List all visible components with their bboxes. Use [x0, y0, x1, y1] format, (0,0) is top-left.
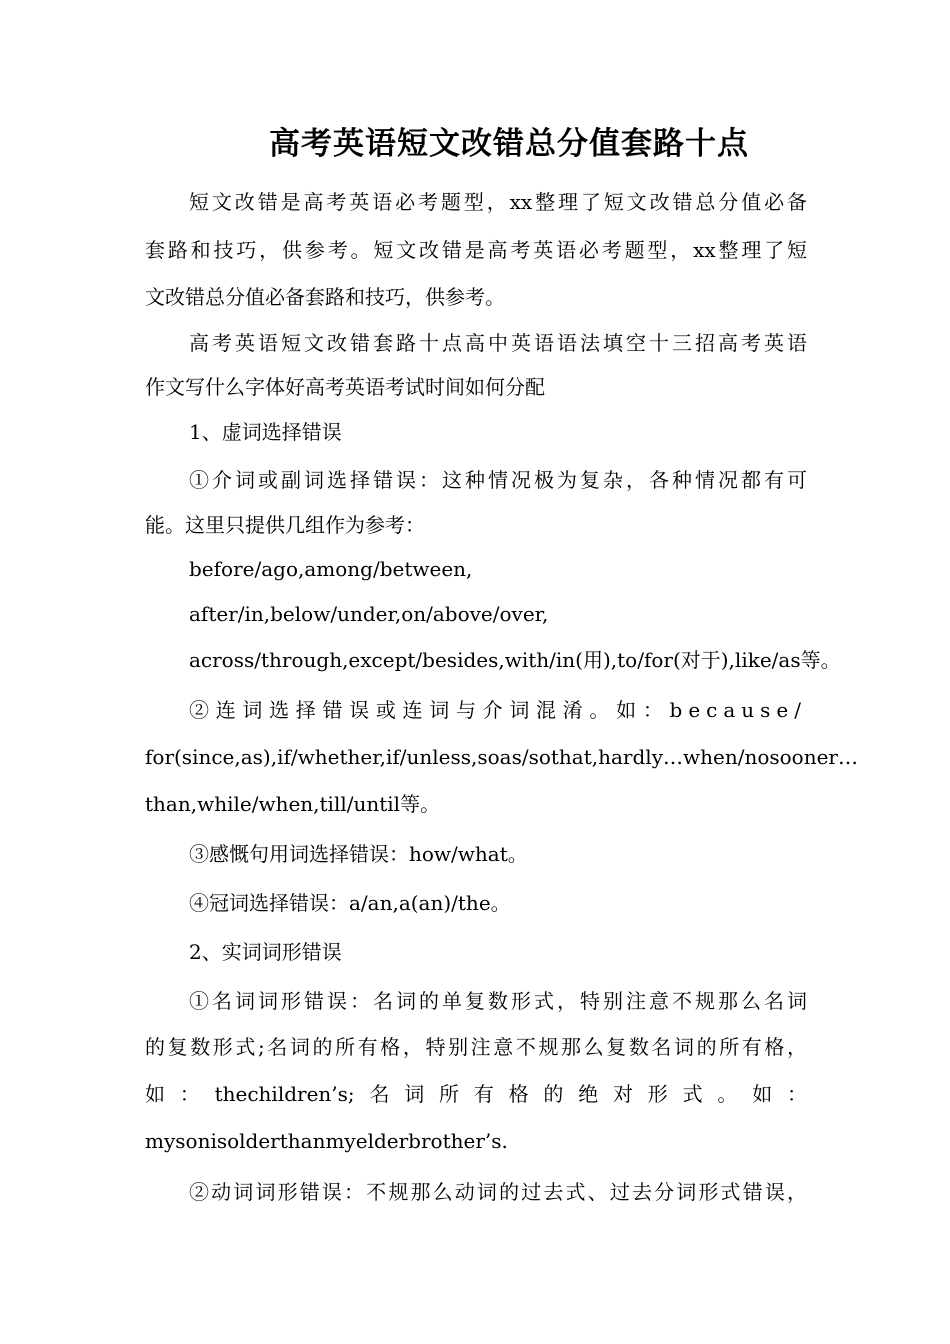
- paragraph-line: than,while/when,till/until等。: [145, 792, 441, 816]
- paragraph-line: 高考英语短文改错套路十点高中英语语法填空十三招高考英语: [189, 331, 807, 355]
- paragraph-line: for(since,as),if/whether,if/unless,soas/sothat,hardly…when/nosooner…: [145, 745, 858, 769]
- paragraph-line: after/in,below/under,on/above/over,: [189, 602, 549, 626]
- paragraph-line: ①名词词形错误：名词的单复数形式，特别注意不规那么名词: [189, 989, 807, 1013]
- paragraph-line: 如：thechildren’s;名词所有格的绝对形式。如：: [145, 1082, 807, 1106]
- paragraph-line: 作文写什么字体好高考英语考试时间如何分配: [145, 375, 545, 399]
- paragraph-line: across/through,except/besides,with/in(用),to/for(对于),like/as等。: [189, 648, 841, 672]
- paragraph-line: 短文改错是高考英语必考题型，xx整理了短文改错总分值必备: [189, 190, 807, 214]
- paragraph-line: 套路和技巧，供参考。短文改错是高考英语必考题型，xx整理了短: [145, 238, 807, 262]
- paragraph-line: 文改错总分值必备套路和技巧，供参考。: [145, 285, 505, 309]
- paragraph-line: ②连词选择错误或连词与介词混淆。如：because/: [189, 698, 807, 722]
- paragraph-line: 的复数形式;名词的所有格，特别注意不规那么复数名词的所有格，: [145, 1035, 807, 1059]
- document-title: 高考英语短文改错总分值套路十点: [269, 126, 749, 162]
- paragraph-line: mysonisolderthanmyelderbrother’s.: [145, 1129, 508, 1153]
- section-heading: 1、虚词选择错误: [189, 420, 342, 444]
- paragraph-line: ④冠词选择错误：a/an,a(an)/the。: [189, 891, 511, 915]
- paragraph-line: ③感慨句用词选择错误：how/what。: [189, 842, 528, 866]
- paragraph-line: ①介词或副词选择错误：这种情况极为复杂，各种情况都有可: [189, 468, 807, 492]
- paragraph-line: ②动词词形错误：不规那么动词的过去式、过去分词形式错误，: [189, 1180, 807, 1204]
- paragraph-line: 能。这里只提供几组作为参考：: [145, 513, 425, 537]
- paragraph-line: before/ago,among/between,: [189, 557, 473, 581]
- section-heading: 2、实词词形错误: [189, 940, 342, 964]
